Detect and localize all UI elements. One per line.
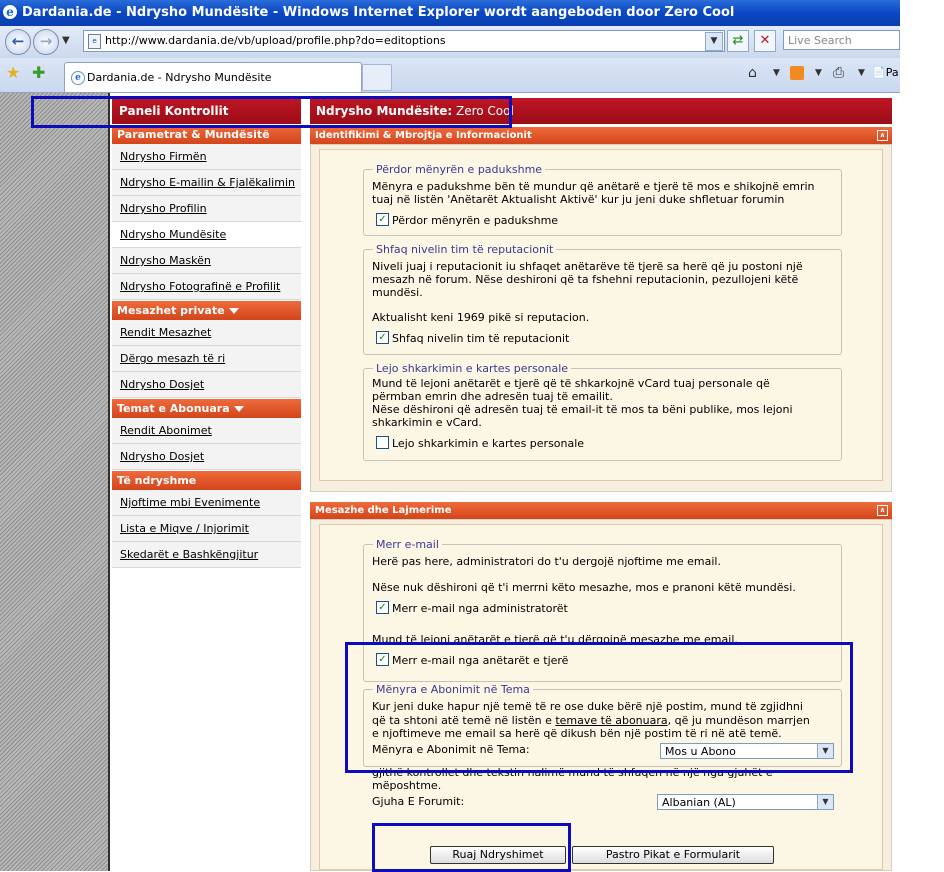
sidebar-category-misc: Të ndryshme [112,470,301,490]
collapse-arrow-icon [229,308,239,314]
highlight-box [372,823,571,872]
fieldset-text: përmban emrin dhe adresën tuaj të emailit. [372,390,613,403]
address-dropdown-icon[interactable]: ▼ [705,32,723,51]
feeds-dropdown-icon[interactable]: ▼ [815,68,822,78]
fieldset-text: që ta shtoni atë temë në listën e temave të abonuara, që ju mundëson marrjen [372,714,810,727]
forward-arrow-icon[interactable]: → [33,29,59,55]
home-icon[interactable]: ⌂ [748,65,757,81]
window-edge [900,0,944,871]
address-toolbar [0,26,900,58]
fieldset-legend: Përdor mënyrën e padukshme [376,163,543,176]
fieldset-text: Kur jeni duke hapur një temë të re ose duke bërë një postim, mund të zgjidhni [372,700,803,713]
page-title-username: Zero Cool [456,104,514,118]
fieldset-text: tuaj në listën 'Anëtarët Aktualisht Aktivë' kur ju jeni duke shfletuar forumin [372,193,785,206]
fieldset-text: e njoftimeve me email sa herë që dikush bën një postim të ri në atë temë. [372,727,782,740]
refresh-icon[interactable]: ⇄ [727,30,749,52]
sidebar-category-subscriptions[interactable]: Temat e Abonuara [112,398,301,418]
member-email-checkbox[interactable]: ✓ [376,653,389,666]
favorites-star-icon[interactable]: ★ [6,63,21,82]
page-menu-label: Pa [885,66,899,79]
sidebar-item-edit-signature[interactable]: Ndrysho Firmën [112,144,301,170]
fieldset-text: mesazh në forum. Nëse deshironi që ta fshehni reputacionin, pezullojeni këtë [372,273,799,286]
fieldset-legend: Lejo shkarkimin e kartes personale [376,362,569,375]
sidebar-item-edit-options[interactable]: Ndrysho Mundësite [112,222,301,248]
sidebar-item-edit-profile-picture[interactable]: Ndrysho Fotografinë e Profilit [112,274,301,300]
sidebar-item-send-message[interactable]: Dërgo mesazh të ri [112,346,301,372]
sidebar-item-edit-profile[interactable]: Ndrysho Profilin [112,196,301,222]
fieldset-text: Mund të lejoni anëtarët e tjerë që t'u dërgojnë mesazhe me email. [372,633,738,646]
sidebar-item-attachments[interactable]: Skedarët e Bashkëngjitur [112,542,301,568]
sidebar-item-edit-avatar[interactable]: Ndrysho Maskën [112,248,301,274]
checkbox-label: Lejo shkarkimin e kartes personale [392,437,585,450]
select-label: Gjuha E Forumit: [372,795,465,808]
history-dropdown-icon[interactable]: ▼ [62,35,70,46]
checkbox-label: Shfaq nivelin tim të reputacionit [392,332,570,345]
ie-logo-icon: e [3,5,17,19]
page-side-border [0,93,110,871]
sidebar-category: Parametrat & Mundësitë [112,124,301,144]
window-title: Dardania.de - Ndrysho Mundësite - Windows Internet Explorer wordt aangeboden door Zero Cool [22,5,735,20]
tab-title: Dardania.de - Ndrysho Mundësite [87,71,272,84]
highlight-box [31,96,512,128]
sidebar-item-event-reminders[interactable]: Njoftime mbi Evenimente [112,490,301,516]
admin-email-checkbox[interactable]: ✓ [376,601,389,614]
tab-bar [0,58,900,93]
tab-ie-icon: e [71,71,85,85]
address-url[interactable]: http://www.dardania.de/vb/upload/profile.php?do=editoptions [105,34,446,47]
print-dropdown-icon[interactable]: ▼ [858,68,865,78]
page-title-heading: Ndrysho Mundësite: [316,104,453,118]
reset-button[interactable]: Pastro Pikat e Formularit [572,846,774,864]
fieldset-legend: Shfaq nivelin tim të reputacionit [376,243,554,256]
checkbox-label: Merr e-mail nga anëtarët e tjerë [392,654,569,667]
print-icon[interactable]: ⎙ [833,65,845,81]
fieldset-text: Mënyra e padukshme bën të mundur që anëtarë e tjerë të mos e shikojnë emrin [372,180,815,193]
sidebar-item-buddy-ignore-list[interactable]: Lista e Miqve / Injorimit [112,516,301,542]
fieldset-text: shkarkimin e vCard. [372,416,482,429]
collapse-arrow-icon [234,406,244,412]
chevron-down-icon: ▼ [817,795,833,809]
fieldset-legend: Mënyra e Abonimit në Tema [376,683,530,696]
stop-icon[interactable]: ✕ [754,30,776,52]
collapse-icon[interactable]: ∧ [877,505,888,516]
section-header-messaging: Mesazhe dhe Lajmerime ∧ [310,502,892,519]
fieldset-text: Nëse nuk dëshironi që t'i merrni këto mesazhe, mos e pranoni këtë mundësi. [372,581,796,594]
invisible-mode-checkbox[interactable]: ✓ [376,213,389,226]
sidebar-item-list-messages[interactable]: Rendit Mesazhet [112,320,301,346]
page-icon: e [88,34,101,49]
sidebar-category-private-messages[interactable]: Mesazhet private [112,300,301,320]
control-panel-sidebar [112,98,301,568]
feeds-icon[interactable] [790,66,804,80]
fieldset-text: Nëse dëshironi që adresën tuaj të email-it të mos ta bëni publike, mos lejoni [372,403,793,416]
sidebar-item-edit-email-password[interactable]: Ndrysho E-mailin & Fjalëkalimin [112,170,301,196]
fieldset-text: mundësi. [372,286,423,299]
reputation-points-text: Aktualisht keni 1969 pikë si reputacion. [372,311,590,324]
checkbox-label: Merr e-mail nga administratorët [392,602,568,615]
select-value: Mos u Abono [665,745,736,758]
home-dropdown-icon[interactable]: ▼ [773,68,780,78]
save-button[interactable]: Ruaj Ndryshimet [430,846,566,864]
show-reputation-checkbox[interactable]: ✓ [376,331,389,344]
add-favorite-icon[interactable]: ✚ [32,63,46,82]
chevron-down-icon: ▼ [817,744,833,758]
address-bar[interactable] [83,30,725,52]
sidebar-item-list-subscriptions[interactable]: Rendit Abonimet [112,418,301,444]
sidebar-item-edit-subscription-folders[interactable]: Ndrysho Dosjet [112,444,301,470]
live-search-input[interactable]: Live Search [783,30,900,50]
collapse-icon[interactable]: ∧ [877,130,888,141]
fieldset-text: mëposhtme. [372,779,442,792]
fieldset-legend: Merr e-mail [376,538,439,551]
section-body-identification [310,144,892,492]
window-title-bar [0,0,900,26]
sidebar-title: Paneli Kontrollit [112,98,301,124]
fieldset-text: Herë pas here, administratori do t'u dergojë njoftime me email. [372,555,721,568]
page-menu[interactable]: 📄Pa [872,66,899,79]
back-arrow-icon[interactable]: ← [5,29,31,55]
sidebar-item-edit-folders[interactable]: Ndrysho Dosjet [112,372,301,398]
tab-dardania[interactable] [64,62,362,92]
vcard-download-checkbox[interactable] [376,436,389,449]
select-label: Mënyra e Abonimit në Tema: [372,743,530,756]
subscribed-threads-link[interactable]: temave të abonuara [555,714,668,727]
forum-language-select[interactable] [657,794,834,810]
fieldset-text: gjithë kontrollet dhe tekstin nalimë mund të shfaqen në një nga gjuhët e [372,766,773,779]
section-header-identification: Identifikimi & Mbrojtja e Informacionit ∧ [310,127,892,144]
select-value: Albanian (AL) [662,796,736,809]
checkbox-label: Përdor mënyrën e padukshme [392,214,559,227]
fieldset-text: Mund të lejoni anëtarët e tjerë që të shkarkojnë vCard tuaj personale që [372,377,770,390]
new-tab-button[interactable] [362,64,392,91]
fieldset-text: Niveli juaj i reputacionit iu shfaqet anëtarëve të tjerë sa herë që ju postoni një [372,260,803,273]
highlight-box [345,642,853,773]
